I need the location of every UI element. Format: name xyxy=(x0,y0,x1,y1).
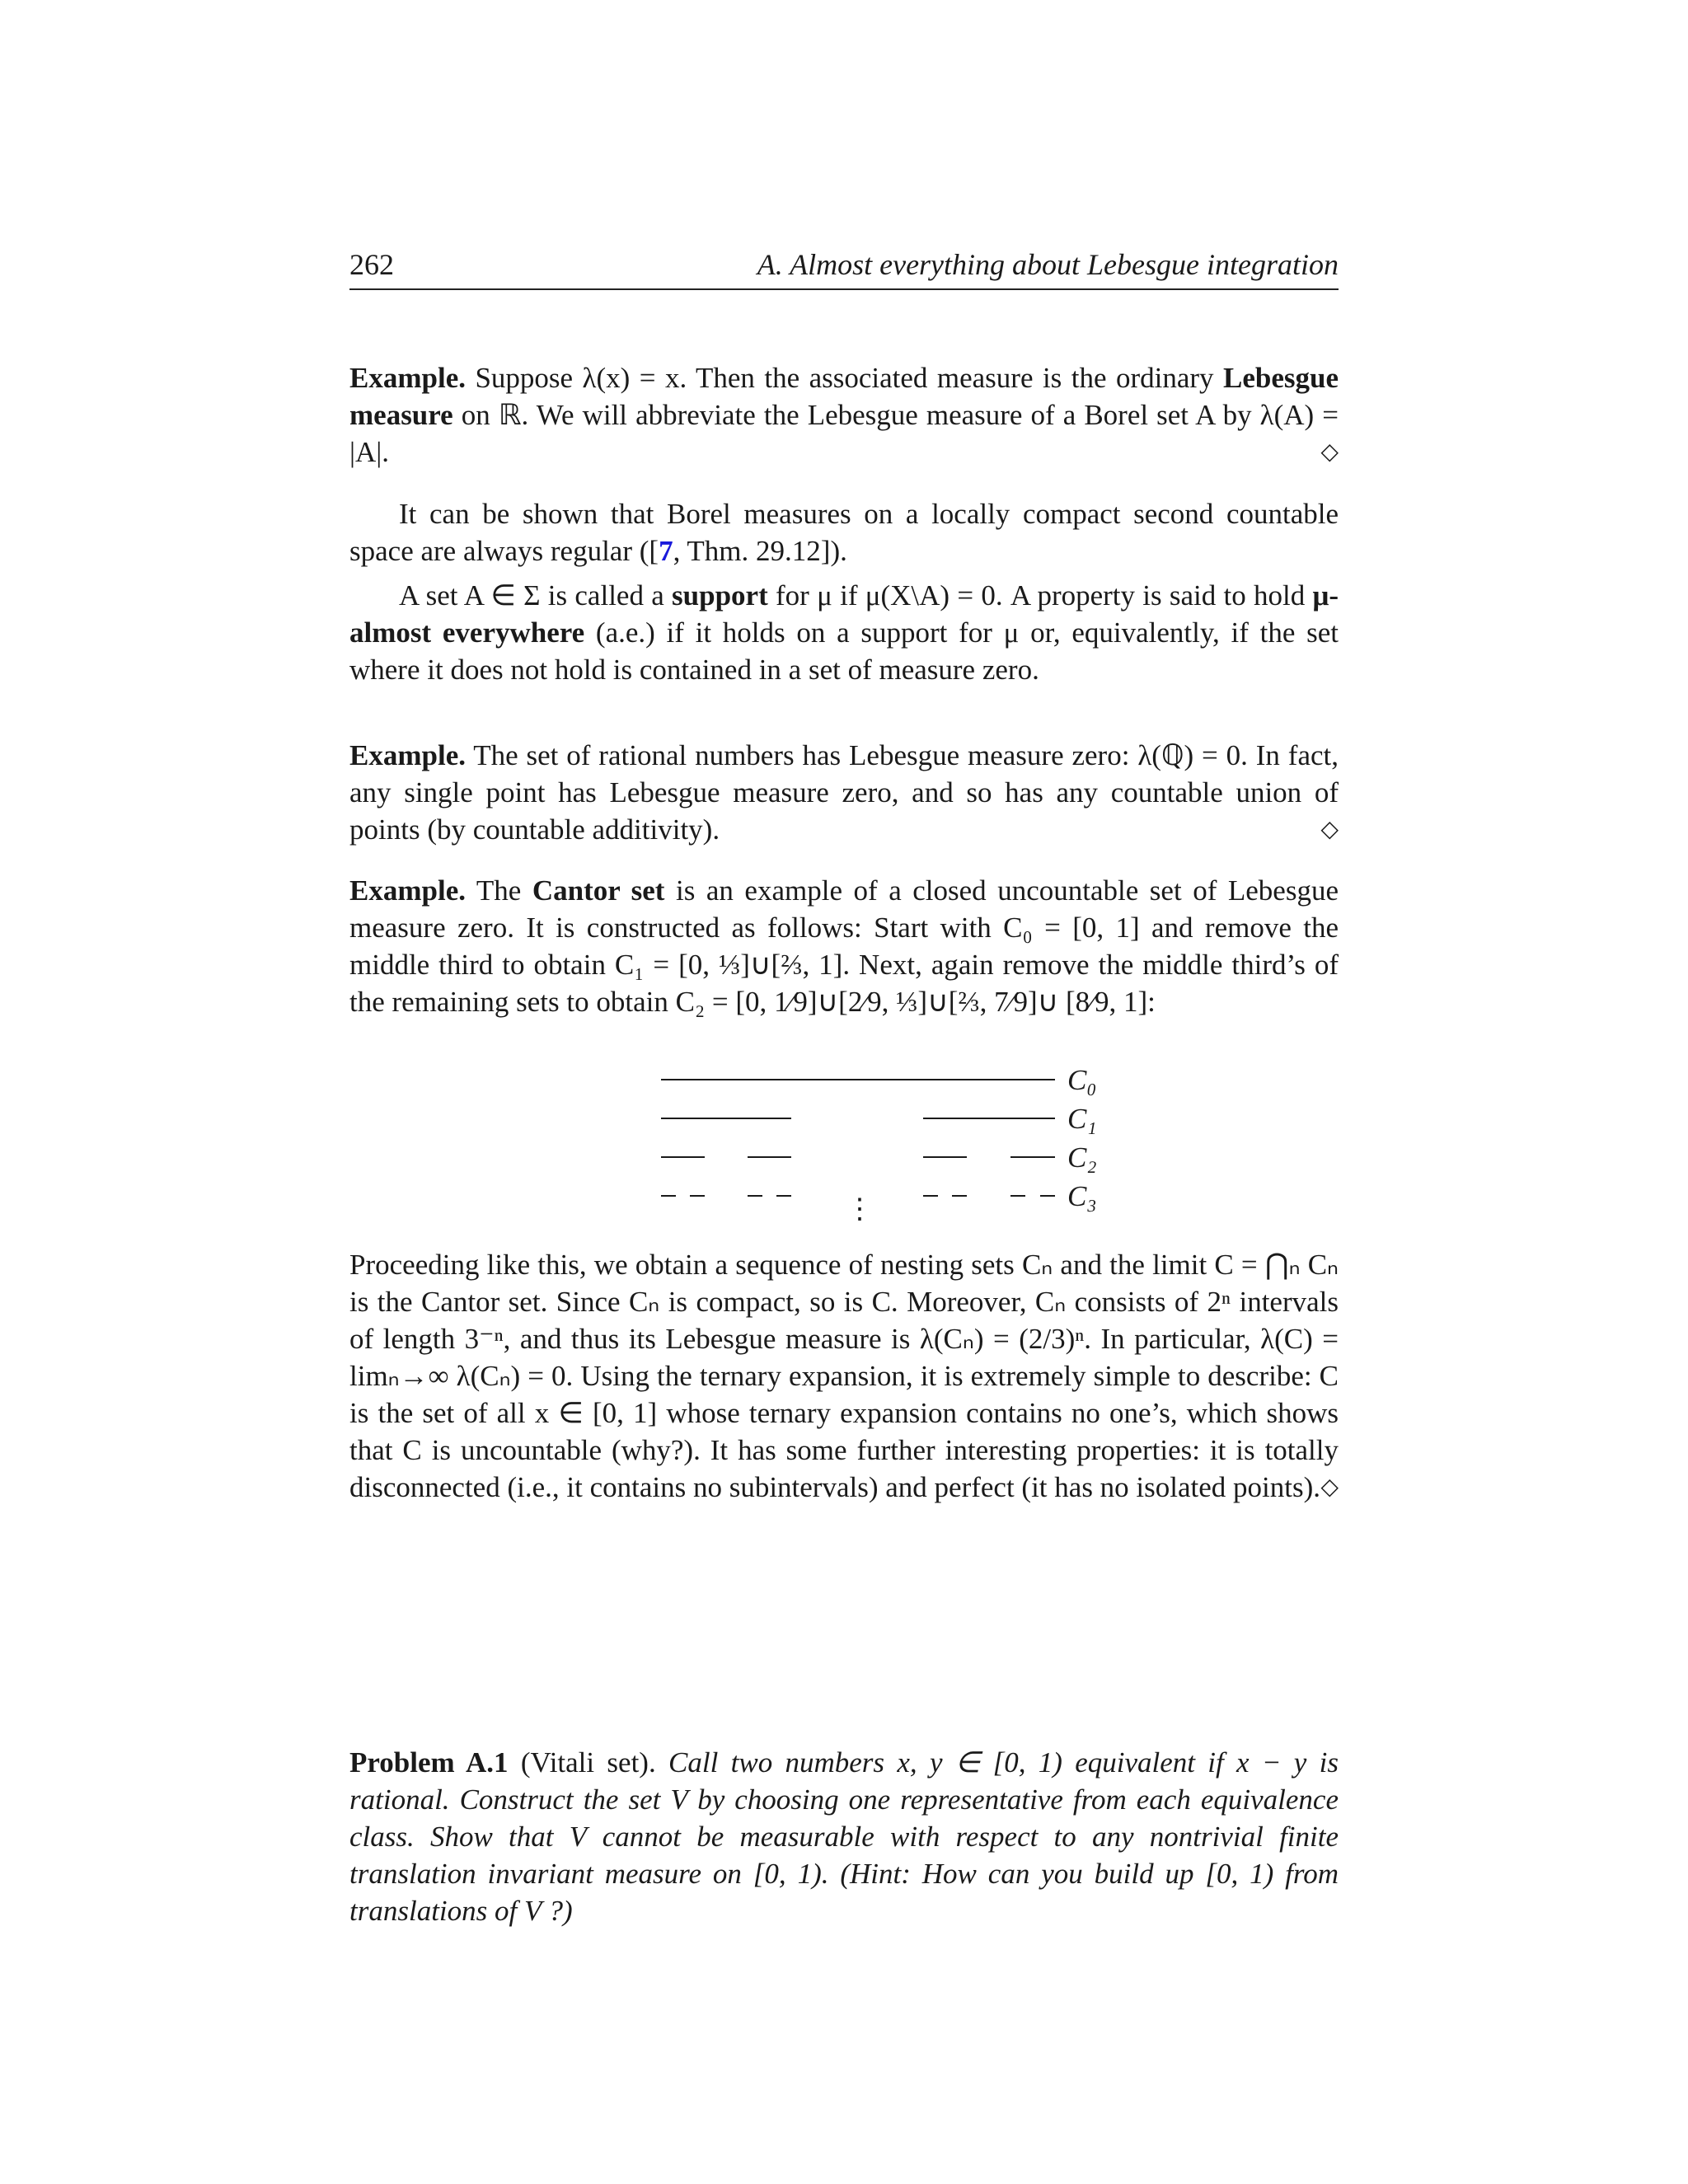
paragraph-text: (a.e.) if it holds on a support for μ or, equivalently, if the set where it does not hold is contained in a set of measure zero. xyxy=(349,616,1339,686)
example-label: Example. xyxy=(349,739,466,771)
cantor-set-figure xyxy=(643,1063,1137,1228)
paragraph-support xyxy=(349,577,1339,688)
term-support: support xyxy=(672,579,768,612)
end-of-example-mark: ◇ xyxy=(1320,439,1339,465)
problem-text: Call two numbers x, y ∈ [0, 1) equivalent if x − y is rational. Construct the set V by choosing one representative from each equivalence class. Show that V cannot be measurable with respect to any nontrivial finite translation invariant measure on [0, 1). (Hint: How can you build up [0, 1) from translations of V ?) xyxy=(349,1746,1339,1927)
paragraph-regularity xyxy=(349,495,1339,569)
cantor-label: C₃ xyxy=(1067,1180,1097,1212)
paragraph-text: for μ if μ(X\A) = 0. A property is said to hold xyxy=(767,579,1313,612)
paragraph-text: , Thm. 29.12]). xyxy=(673,535,847,567)
page-number: 262 xyxy=(349,248,394,281)
example-label: Example. xyxy=(349,362,466,394)
term-lebesgue-measure: Lebesgue measure xyxy=(349,362,1339,431)
page-header xyxy=(349,244,1339,290)
paragraph-text: A set A ∈ Σ is called a xyxy=(399,579,673,612)
problem-name: (Vitali set). xyxy=(508,1746,656,1779)
example-text: The xyxy=(465,874,532,907)
example-text: is an example of a closed uncountable set of Lebesgue measure zero. It is constructed as follows: Start with C₀ = [0, 1] and remove the middle third to obtain C₁ = [0, ⅓]∪[⅔, 1]. Next, again remove the middle third’s of the remaining sets to obtain C₂ = [0, 1⁄9]∪[2⁄9, ⅓]∪[⅔, 7⁄9]∪ [8⁄9, 1]: xyxy=(349,874,1339,1018)
problem-label: Problem A.1 xyxy=(349,1746,509,1779)
citation-link[interactable]: 7 xyxy=(659,535,673,567)
cantor-label: C₀ xyxy=(1067,1064,1097,1096)
term-cantor-set: Cantor set xyxy=(532,874,665,907)
cantor-label: C₂ xyxy=(1067,1141,1097,1174)
term-almost-everywhere: μ-almost everywhere xyxy=(349,579,1339,649)
paragraph-cantor-properties xyxy=(349,1246,1339,1506)
example-text: on ℝ. We will abbreviate the Lebesgue measure of a Borel set A by λ(A) = |A|. xyxy=(349,399,1339,468)
cantor-label: C₁ xyxy=(1067,1103,1097,1135)
example-label: Example. xyxy=(349,874,466,907)
end-of-example-mark: ◇ xyxy=(1320,1474,1339,1500)
end-of-example-mark: ◇ xyxy=(1320,817,1339,842)
example-lebesgue-measure xyxy=(349,359,1339,471)
problem-vitali-set xyxy=(349,1744,1339,1929)
running-title: A. Almost everything about Lebesgue integration xyxy=(757,248,1339,281)
example-text: Suppose λ(x) = x. Then the associated measure is the ordinary xyxy=(465,362,1223,394)
example-text: The set of rational numbers has Lebesgue measure zero: λ(ℚ) = 0. In fact, any single point has Lebesgue measure zero, and so has any countable union of points (by countable additivity). xyxy=(349,739,1339,846)
continuation-dots: ⋮ xyxy=(846,1194,874,1225)
example-cantor-set xyxy=(349,872,1339,1020)
paragraph-text: It can be shown that Borel measures on a locally compact second countable space are always regular ([ xyxy=(349,498,1339,567)
example-rationals xyxy=(349,737,1339,848)
paragraph-text: Proceeding like this, we obtain a sequence of nesting sets Cₙ and the limit C = ⋂ₙ Cₙ is the Cantor set. Since Cₙ is compact, so is C. Moreover, Cₙ consists of 2ⁿ intervals of length 3⁻ⁿ, and thus its Lebesgue measure is λ(Cₙ) = (2/3)ⁿ. In particular, λ(C) = limₙ→∞ λ(Cₙ) = 0. Using the ternary expansion, it is extremely simple to describe: C is the set of all x ∈ [0, 1] whose ternary expansion contains no one’s, which shows that C is uncountable (why?). It has some further interesting properties: it is totally disconnected (i.e., it contains no subintervals) and perfect (it has no isolated points). xyxy=(349,1249,1339,1503)
